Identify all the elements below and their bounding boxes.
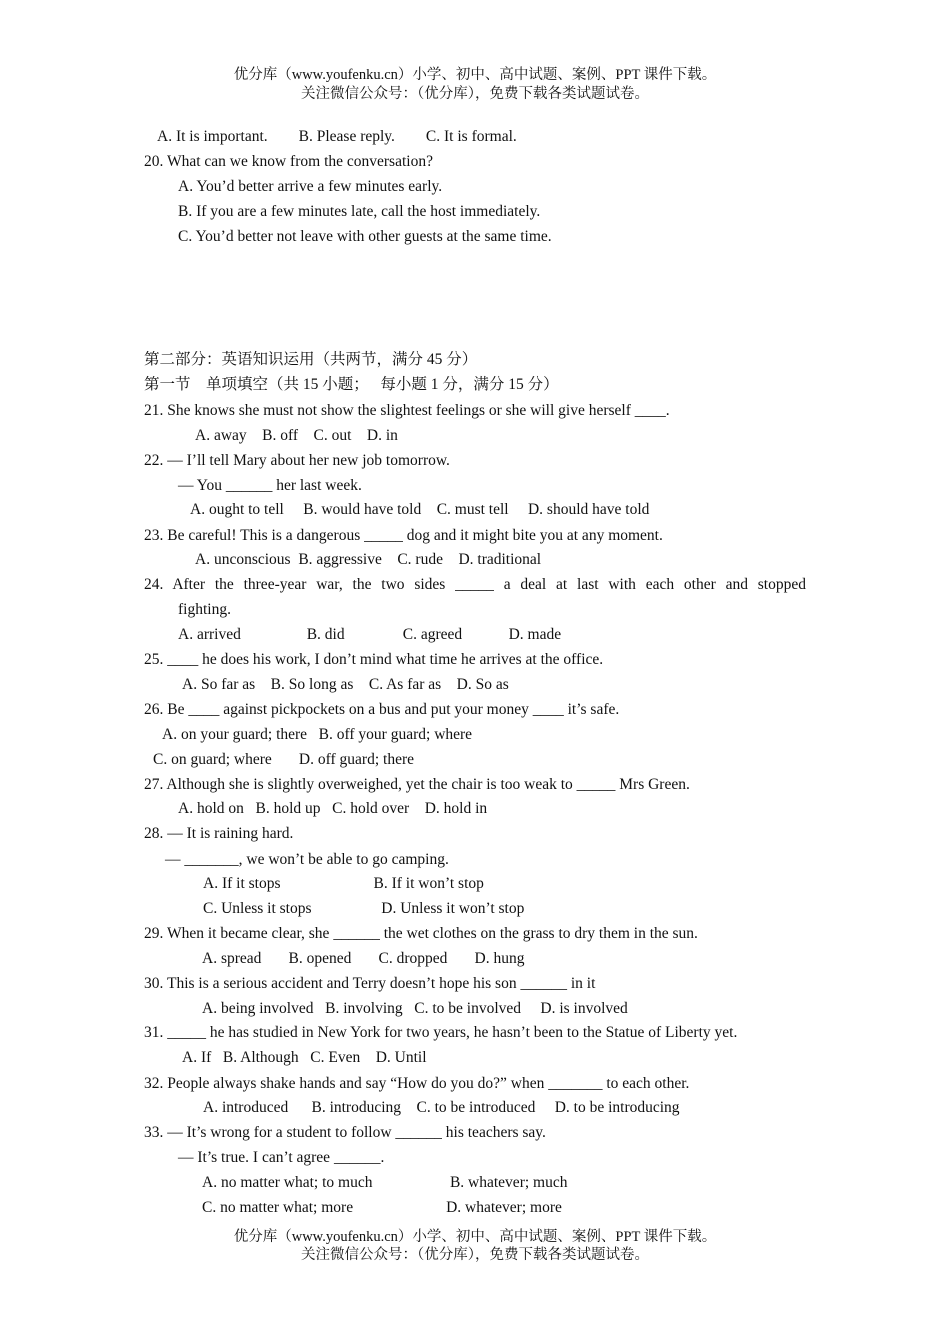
q24-options: A. arrived B. did C. agreed D. made bbox=[178, 626, 562, 643]
q20-option-c: C. You’d better not leave with other guests at the same time. bbox=[178, 228, 552, 245]
q22-stem: 22. — I’ll tell Mary about her new job tomorrow. bbox=[144, 452, 450, 469]
q20-option-a: A. You’d better arrive a few minutes early. bbox=[178, 178, 443, 195]
q31-options: A. If B. Although C. Even D. Until bbox=[182, 1049, 427, 1066]
q28-stem: 28. — It is raining hard. bbox=[144, 825, 294, 842]
q23-stem: 23. Be careful! This is a dangerous _____ dog and it might bite you at any moment. bbox=[144, 527, 663, 544]
q20-option-b: B. If you are a few minutes late, call the host immediately. bbox=[178, 203, 541, 220]
q27-options: A. hold on B. hold up C. hold over D. hold in bbox=[178, 800, 488, 817]
q23-options: A. unconscious B. aggressive C. rude D. traditional bbox=[195, 551, 542, 568]
q33-options-line2: C. no matter what; more D. whatever; more bbox=[202, 1199, 562, 1216]
part-title: 第二部分：英语知识运用（共两节，满分 45 分） bbox=[144, 351, 478, 368]
q31-stem: 31. _____ he has studied in New York for two years, he hasn’t been to the Statue of Liberty yet. bbox=[144, 1024, 738, 1041]
q24-stem-continued: fighting. bbox=[178, 601, 231, 618]
q25-options: A. So far as B. So long as C. As far as D. So as bbox=[182, 676, 509, 693]
watermark-header-line1: 优分库（www.youfenku.cn）小学、初中、高中试题、案例、PPT 课件下载。 bbox=[233, 67, 717, 83]
q32-options: A. introduced B. introducing C. to be introduced D. to be introducing bbox=[203, 1099, 680, 1116]
q28-reply: — _______, we won’t be able to go camping. bbox=[165, 851, 449, 868]
q25-stem: 25. ____ he does his work, I don’t mind what time he arrives at the office. bbox=[144, 651, 604, 668]
watermark-footer-line1: 优分库（www.youfenku.cn）小学、初中、高中试题、案例、PPT 课件下载。 bbox=[233, 1229, 717, 1245]
q26-stem: 26. Be ____ against pickpockets on a bus and put your money ____ it’s safe. bbox=[144, 701, 620, 718]
q22-options: A. ought to tell B. would have told C. must tell D. should have told bbox=[190, 501, 650, 518]
q22-reply: — You ______ her last week. bbox=[178, 477, 362, 494]
q29-options: A. spread B. opened C. dropped D. hung bbox=[202, 950, 525, 967]
q26-options-line2: C. on guard; where D. off guard; there bbox=[153, 751, 414, 768]
q21-options: A. away B. off C. out D. in bbox=[195, 427, 398, 444]
q30-options: A. being involved B. involving C. to be involved D. is involved bbox=[202, 1000, 628, 1017]
q28-options-line1: A. If it stops B. If it won’t stop bbox=[203, 875, 484, 892]
q33-options-line1: A. no matter what; to much B. whatever; much bbox=[202, 1174, 568, 1191]
q19-options: A. It is important. B. Please reply. C. It is formal. bbox=[157, 128, 517, 145]
watermark-footer-line2: 关注微信公众号：（优分库），免费下载各类试题试卷。 bbox=[301, 1247, 649, 1263]
q29-stem: 29. When it became clear, she ______ the wet clothes on the grass to dry them in the sun. bbox=[144, 925, 698, 942]
q24-stem: 24. After the three-year war, the two sides _____ a deal at last with each other and stopped bbox=[144, 576, 806, 593]
q30-stem: 30. This is a serious accident and Terry doesn’t hope his son ______ in it bbox=[144, 975, 596, 992]
watermark-header-line2: 关注微信公众号：（优分库），免费下载各类试题试卷。 bbox=[301, 86, 649, 102]
q28-options-line2: C. Unless it stops D. Unless it won’t stop bbox=[203, 900, 525, 917]
q33-reply: — It’s true. I can’t agree ______. bbox=[178, 1149, 385, 1166]
section-title: 第一节 单项填空（共 15 小题； 每小题 1 分，满分 15 分） bbox=[144, 376, 559, 393]
q27-stem: 27. Although she is slightly overweighed, yet the chair is too weak to _____ Mrs Green. bbox=[144, 776, 690, 793]
q20-stem: 20. What can we know from the conversation? bbox=[144, 153, 433, 170]
q33-stem: 33. — It’s wrong for a student to follow ______ his teachers say. bbox=[144, 1124, 546, 1141]
q26-options-line1: A. on your guard; there B. off your guard; where bbox=[162, 726, 473, 743]
q21-stem: 21. She knows she must not show the slightest feelings or she will give herself ____. bbox=[144, 402, 670, 419]
q32-stem: 32. People always shake hands and say “How do you do?” when _______ to each other. bbox=[144, 1075, 690, 1092]
